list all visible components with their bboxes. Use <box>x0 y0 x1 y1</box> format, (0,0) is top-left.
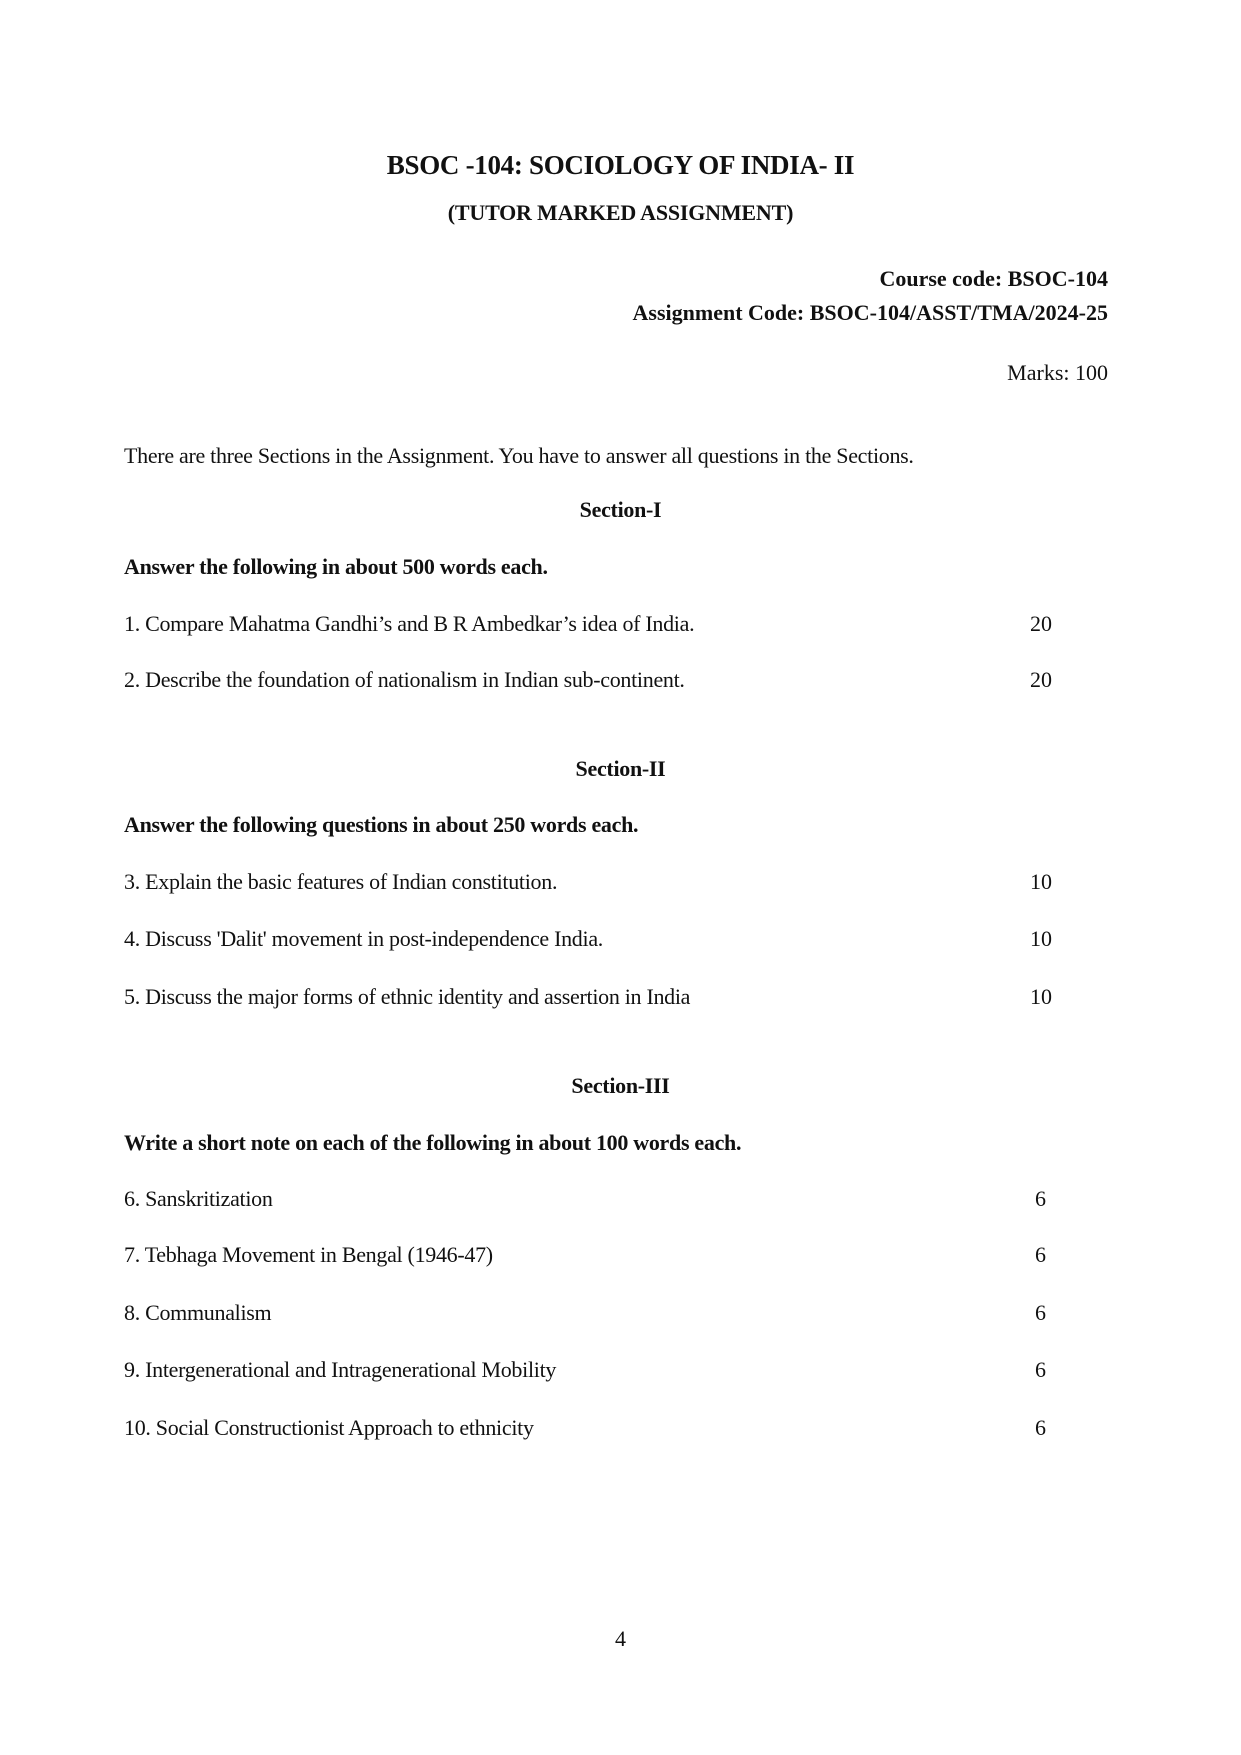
question-text: 6. Sanskritization <box>124 1186 273 1211</box>
question-marks: 10 <box>1030 869 1052 894</box>
section-heading: Section-II <box>575 756 666 781</box>
question-text: 9. Intergenerational and Intragenerational Mobility <box>124 1357 557 1382</box>
question-marks: 6 <box>1035 1300 1046 1325</box>
question-marks: 6 <box>1035 1415 1046 1440</box>
question-marks: 10 <box>1030 926 1052 951</box>
question-text: 5. Discuss the major forms of ethnic identity and assertion in India <box>124 984 691 1009</box>
question-text: 2. Describe the foundation of nationalism in Indian sub-continent. <box>124 667 685 692</box>
document-subtitle: (TUTOR MARKED ASSIGNMENT) <box>447 200 794 225</box>
section-heading: Section-I <box>579 497 662 522</box>
section-instruction: Write a short note on each of the following in about 100 words each. <box>124 1130 742 1155</box>
section-heading: Section-III <box>571 1073 670 1098</box>
question-text: 7. Tebhaga Movement in Bengal (1946-47) <box>124 1242 493 1267</box>
question-marks: 6 <box>1035 1357 1046 1382</box>
intro-text: There are three Sections in the Assignment. You have to answer all questions in the Sections. <box>124 443 914 468</box>
question-marks: 10 <box>1030 984 1052 1009</box>
question-text: 1. Compare Mahatma Gandhi’s and B R Ambedkar’s idea of India. <box>124 611 695 636</box>
section-instruction: Answer the following in about 500 words each. <box>124 554 548 579</box>
page-number: 4 <box>615 1626 626 1651</box>
question-text: 3. Explain the basic features of Indian constitution. <box>124 869 558 894</box>
assignment-code: Assignment Code: BSOC-104/ASST/TMA/2024-25 <box>632 300 1108 325</box>
question-marks: 20 <box>1030 667 1052 692</box>
question-text: 10. Social Constructionist Approach to ethnicity <box>124 1415 534 1440</box>
section-instruction: Answer the following questions in about 250 words each. <box>124 812 639 837</box>
course-code: Course code: BSOC-104 <box>879 266 1108 291</box>
question-marks: 6 <box>1035 1186 1046 1211</box>
question-text: 4. Discuss 'Dalit' movement in post-independence India. <box>124 926 603 951</box>
question-marks: 6 <box>1035 1242 1046 1267</box>
document-title: BSOC -104: SOCIOLOGY OF INDIA- II <box>386 150 855 180</box>
question-text: 8. Communalism <box>124 1300 272 1325</box>
total-marks: Marks: 100 <box>1007 360 1108 385</box>
question-marks: 20 <box>1030 611 1052 636</box>
